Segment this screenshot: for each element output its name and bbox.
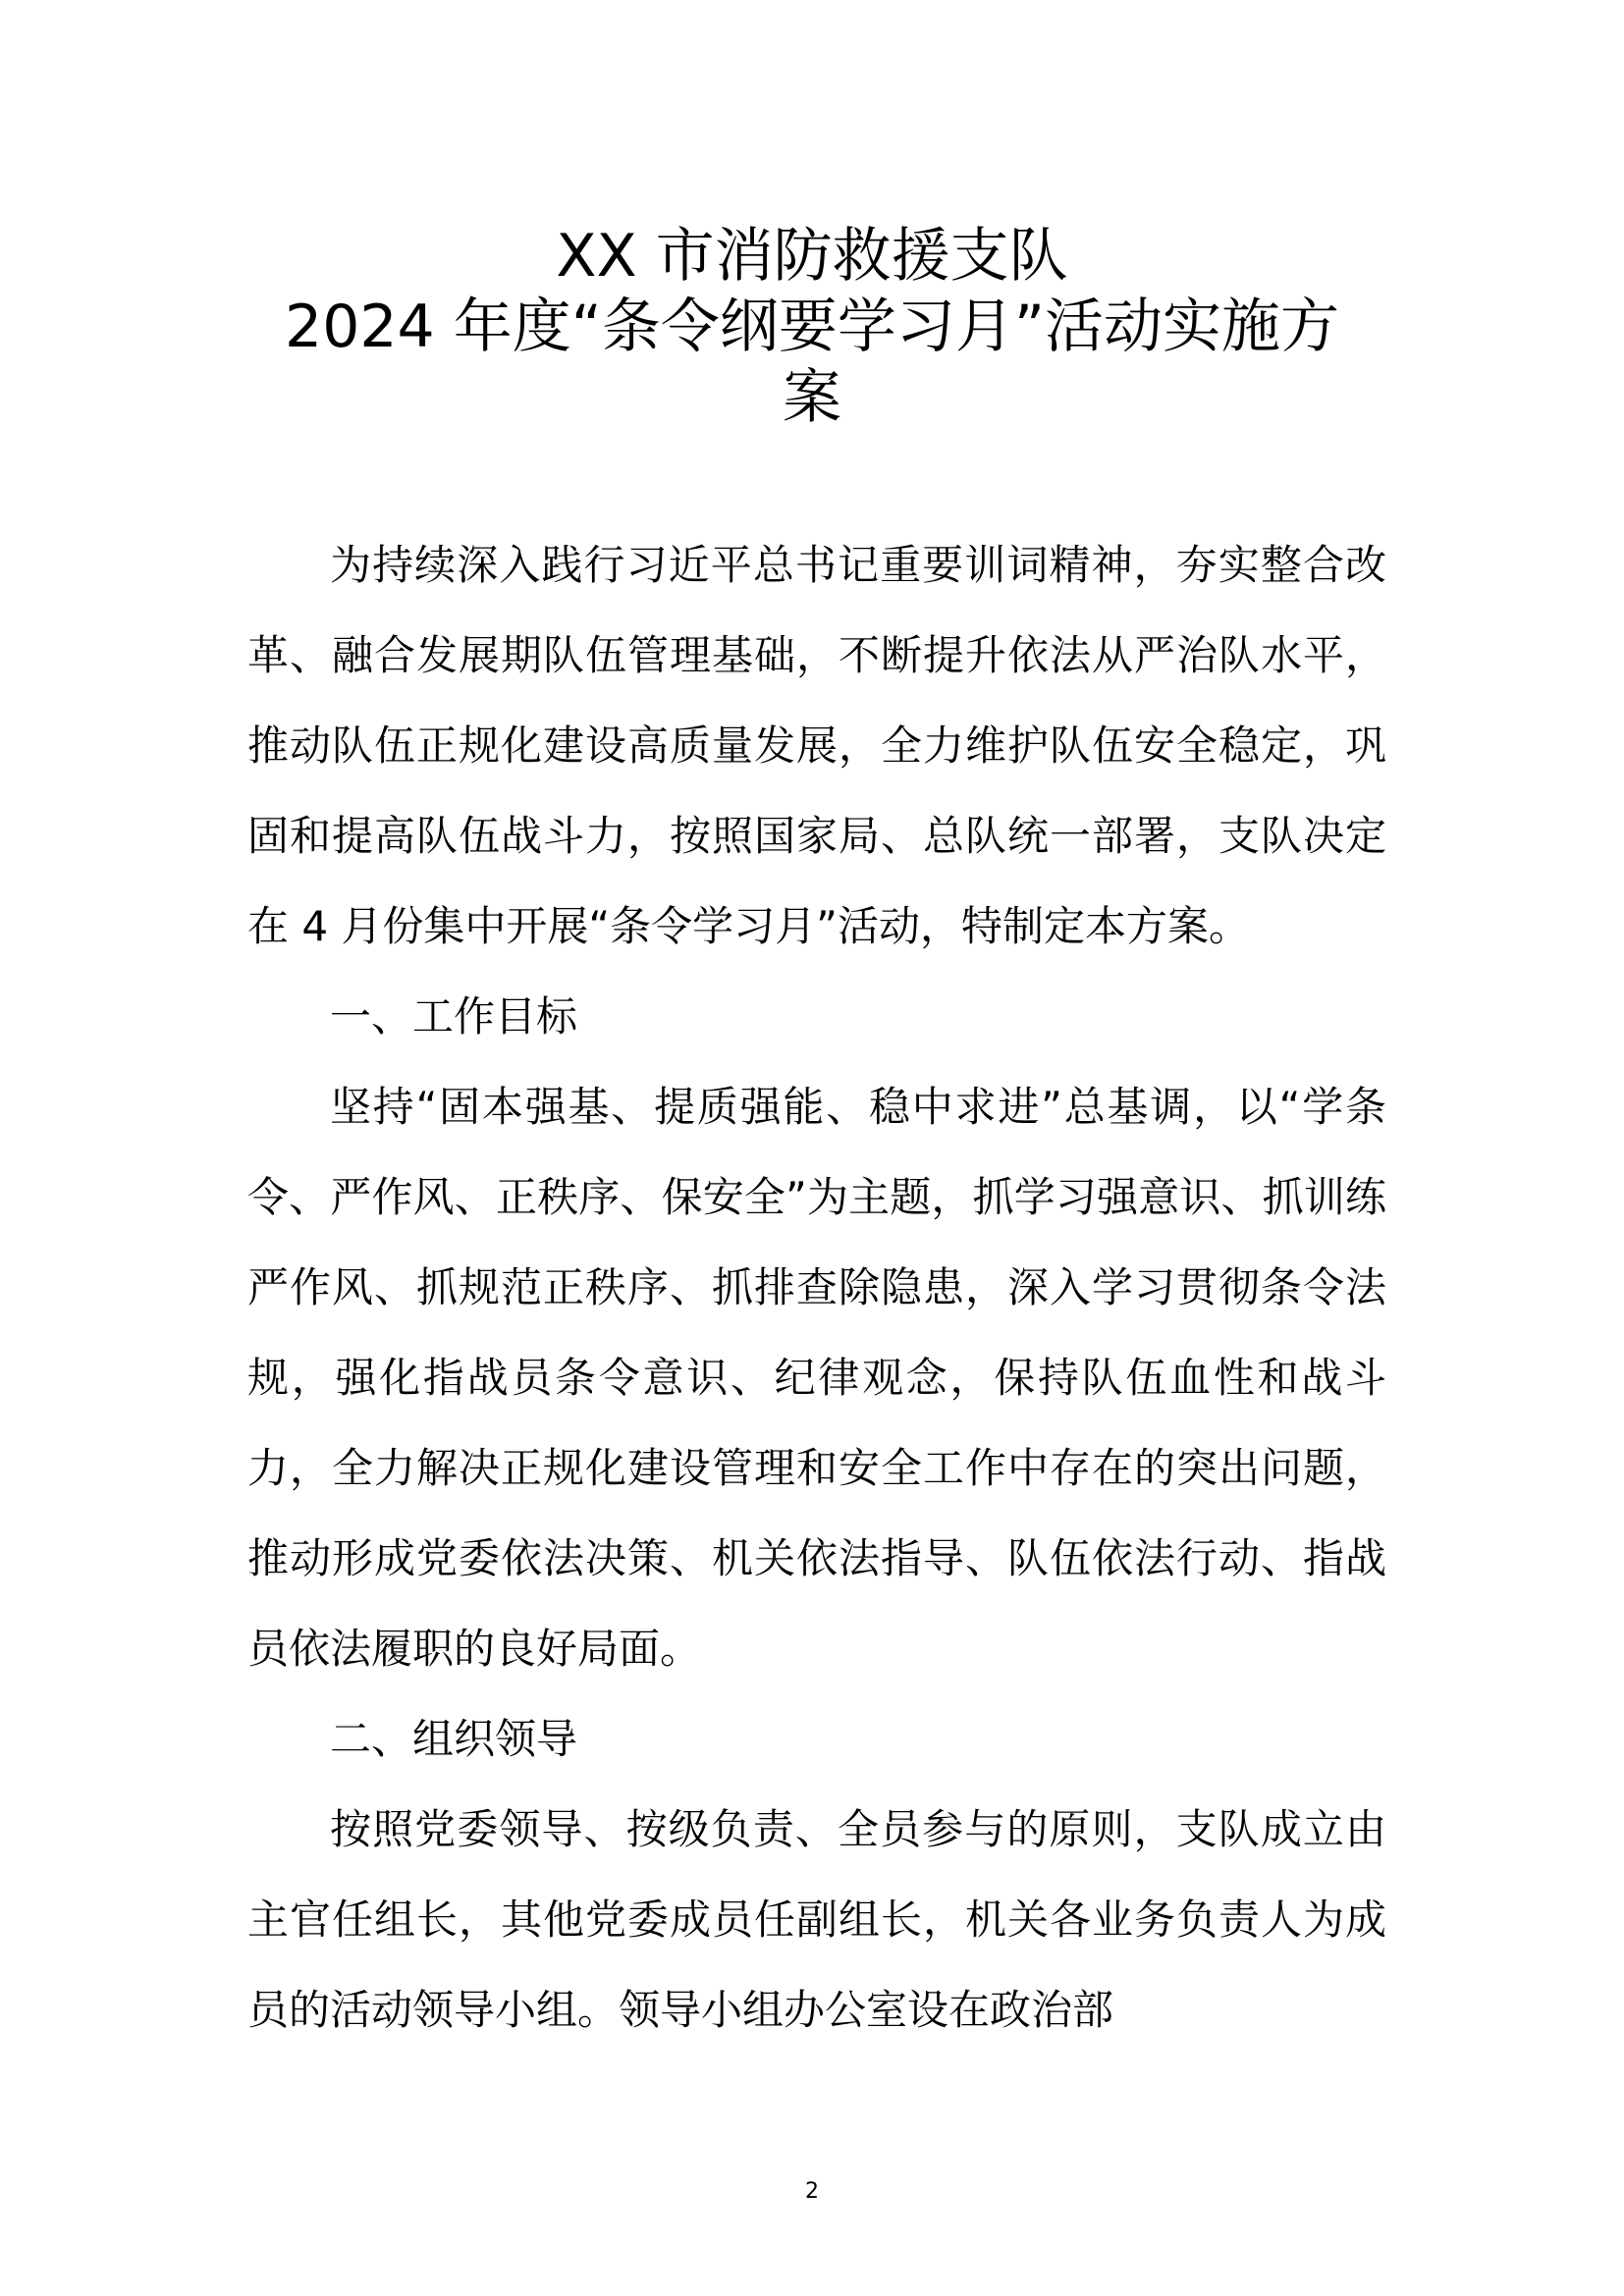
document-body xyxy=(247,520,1386,2056)
page-number: 2 xyxy=(805,2179,819,2204)
title-line-3: 案 xyxy=(783,363,841,432)
document-title xyxy=(196,221,1428,433)
intro-paragraph: 为持续深入践行习近平总书记重要训词精神，夯实整合改革、融合发展期队伍管理基础，不断提升依法从严治队水平，推动队伍正规化建设高质量发展，全力维护队伍安全稳定，巩固和提高队伍战斗力，按照国家局、总队统一部署，支队决定在 4 月份集中开展“条令学习月”活动，特制定本方案。 xyxy=(247,541,1386,950)
title-line-2: 2024 年度“条令纲要学习月”活动实施方 xyxy=(285,293,1339,361)
title-line-1: XX 市消防救援支队 xyxy=(556,222,1068,291)
section-heading-leadership: 二、组织领导 xyxy=(330,1715,578,1763)
section-heading-goals: 一、工作目标 xyxy=(330,992,578,1041)
goals-paragraph: 坚持“固本强基、提质强能、稳中求进”总基调，以“学条令、严作风、正秩序、保安全”为主题，抓学习强意识、抓训练严作风、抓规范正秩序、抓排查除隐患，深入学习贯彻条令法规，强化指战员条令意识、纪律观念，保持队伍血性和战斗力，全力解决正规化建设管理和安全工作中存在的突出问题，推动形成党委依法决策、机关依法指导、队伍依法行动、指战员依法履职的良好局面。 xyxy=(247,1083,1386,1673)
leadership-paragraph: 按照党委领导、按级负责、全员参与的原则，支队成立由主官任组长，其他党委成员任副组长，机关各业务负责人为成员的活动领导小组。领导小组办公室设在政治部 xyxy=(247,1805,1386,2034)
